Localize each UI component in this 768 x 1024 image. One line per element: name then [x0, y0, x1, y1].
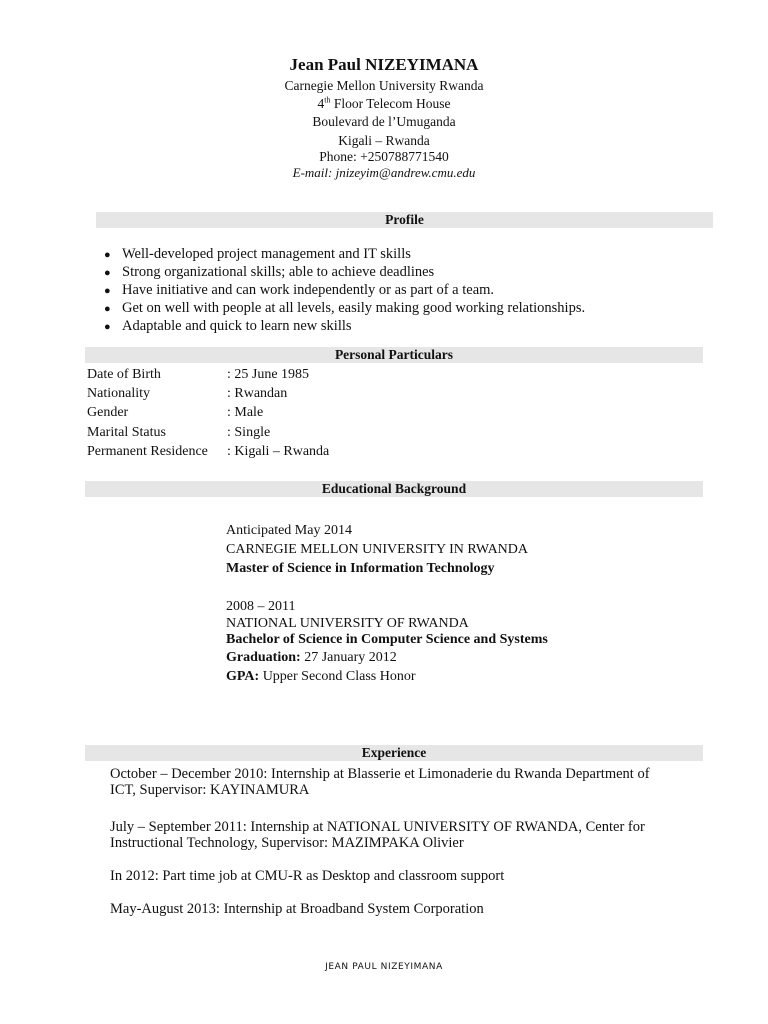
personal-label-marital: Marital Status: [87, 425, 166, 440]
experience-line: Instructional Technology, Supervisor: MAZIMPAKA Olivier: [110, 835, 464, 851]
education-period: 2008 – 2011: [226, 599, 296, 614]
resume-name: Jean Paul NIZEYIMANA: [289, 55, 479, 74]
email: E-mail: jnizeyim@andrew.cmu.edu: [292, 165, 476, 180]
personal-value-marital: : Single: [227, 425, 271, 440]
experience-item: [110, 901, 720, 917]
education-entry: [226, 597, 548, 686]
profile-text: Adaptable and quick to learn new skills: [122, 318, 352, 334]
education-school: NATIONAL UNIVERSITY OF RWANDA: [226, 616, 469, 631]
experience-line: July – September 2011: Internship at NATIONAL UNIVERSITY OF RWANDA, Center for: [110, 819, 645, 835]
profile-text: Get on well with people at all levels, easily making good working relationships.: [122, 300, 586, 316]
education-entry: [226, 521, 528, 578]
profile-text: Well-developed project management and IT skills: [122, 246, 411, 262]
phone: Phone: +250788771540: [319, 149, 449, 164]
personal-label-residence: Permanent Residence: [87, 444, 208, 459]
bullet-icon: ●: [104, 321, 111, 333]
education-period: Anticipated May 2014: [226, 523, 352, 538]
floor-number: 4: [317, 96, 325, 111]
experience-item: [110, 868, 720, 884]
profile-text: Have initiative and can work independently or as part of a team.: [122, 282, 495, 298]
section-header-profile: Profile: [96, 212, 713, 228]
graduation-label: Graduation:: [226, 650, 301, 665]
list-item: [104, 264, 585, 282]
section-header-education: Educational Background: [85, 481, 703, 497]
education-gpa: [226, 667, 548, 686]
personal-value-nationality: : Rwandan: [227, 386, 288, 401]
personal-value-residence: : Kigali – Rwanda: [227, 444, 330, 459]
personal-value-gender: : Male: [227, 405, 264, 420]
personal-value-dob: : 25 June 1985: [227, 367, 310, 382]
personal-label-nationality: Nationality: [87, 386, 150, 401]
bullet-icon: ●: [104, 285, 111, 297]
bullet-icon: ●: [104, 303, 111, 315]
experience-line: ICT, Supervisor: KAYINAMURA: [110, 782, 310, 798]
experience-item: [110, 766, 720, 798]
profile-list: [104, 246, 585, 336]
floor-suffix: th: [324, 95, 331, 105]
address-city: Kigali – Rwanda: [338, 133, 430, 148]
list-item: [104, 282, 585, 300]
section-header-personal: Personal Particulars: [85, 347, 703, 363]
gpa-value: Upper Second Class Honor: [259, 669, 416, 684]
institution: Carnegie Mellon University Rwanda: [284, 78, 484, 93]
experience-line: May-August 2013: Internship at Broadband System Corporation: [110, 901, 484, 917]
experience-line: October – December 2010: Internship at Blasserie et Limonaderie du Rwanda Department of: [110, 766, 650, 782]
list-item: [104, 318, 585, 336]
education-graduation: [226, 648, 548, 667]
section-header-experience: Experience: [85, 745, 703, 761]
education-degree: Master of Science in Information Technology: [226, 561, 495, 576]
address-street: Boulevard de l’Umuganda: [312, 114, 456, 129]
list-item: [104, 300, 585, 318]
education-degree: Bachelor of Science in Computer Science and Systems: [226, 632, 548, 647]
experience-line: In 2012: Part time job at CMU-R as Desktop and classroom support: [110, 868, 505, 884]
profile-text: Strong organizational skills; able to achieve deadlines: [122, 264, 435, 280]
bullet-icon: ●: [104, 249, 111, 261]
personal-label-dob: Date of Birth: [87, 367, 161, 382]
floor-rest: Floor Telecom House: [330, 96, 451, 111]
bullet-icon: ●: [104, 267, 111, 279]
gpa-label: GPA:: [226, 669, 260, 684]
experience-item: [110, 819, 720, 851]
education-school: CARNEGIE MELLON UNIVERSITY IN RWANDA: [226, 542, 529, 557]
address-floor: [0, 95, 768, 113]
graduation-value: 27 January 2012: [300, 650, 397, 665]
personal-label-gender: Gender: [87, 405, 129, 420]
list-item: [104, 246, 585, 264]
page-footer: JEAN PAUL NIZEYIMANA: [325, 962, 443, 972]
